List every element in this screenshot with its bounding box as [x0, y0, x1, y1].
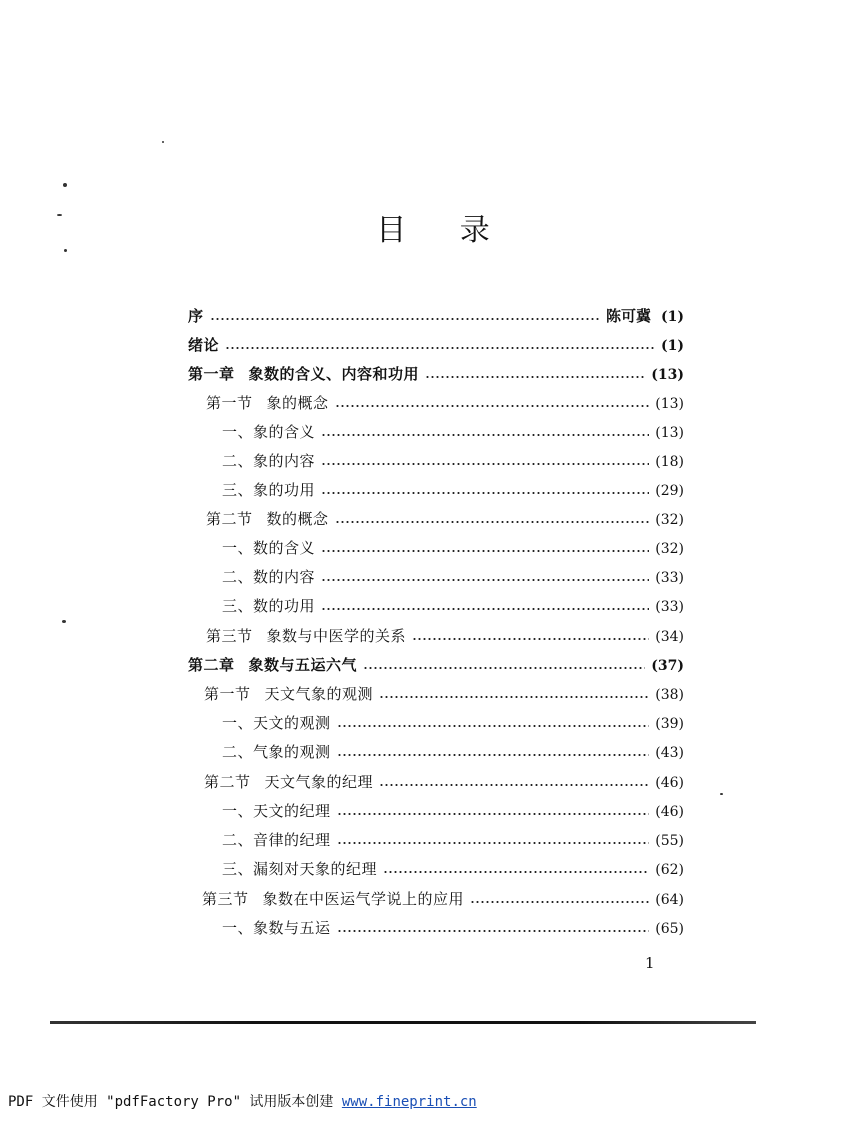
toc-entry[interactable] [188, 448, 684, 474]
footer-text: PDF 文件使用 "pdfFactory Pro" 试用版本创建 [8, 1094, 334, 1110]
toc-entry-label: 第二章 [188, 656, 235, 674]
toc-entry-label: 第三节 [202, 890, 249, 908]
toc-entry-page: (32) [655, 541, 684, 557]
toc-entry-page: (62) [655, 862, 684, 878]
toc-entry-label: 三、象的功用 [222, 481, 316, 499]
toc-entry[interactable] [188, 623, 684, 649]
toc-entry-label: 第二节 [204, 773, 251, 791]
toc-entry-label: 二、音律的纪理 [222, 831, 331, 849]
toc-entry[interactable] [188, 477, 684, 503]
dot-leader [225, 347, 655, 349]
toc-entry[interactable] [188, 419, 684, 445]
dot-leader [321, 550, 649, 552]
dot-leader [337, 842, 650, 844]
dot-leader [210, 318, 600, 320]
toc-entry[interactable] [188, 361, 684, 387]
dot-leader [470, 901, 649, 903]
toc-entry-label: 三、漏刻对天象的纪理 [222, 860, 378, 878]
toc-entry-label: 绪论 [188, 336, 220, 354]
toc-entry-label: 第二节 [206, 510, 253, 528]
toc-entry-heading: 象数与中医学的关系 [266, 627, 407, 645]
toc-entry-label: 第一节 [204, 685, 251, 703]
toc-entry-title [206, 390, 329, 416]
dot-leader [337, 725, 650, 727]
toc-entry-page: (43) [655, 745, 684, 761]
scan-speck [63, 183, 67, 187]
toc-entry-title [204, 769, 373, 795]
toc-entry-title [222, 710, 331, 736]
scan-speck [162, 141, 164, 143]
toc-entry-title [206, 506, 329, 532]
toc-entry-title [222, 419, 315, 445]
toc-entry-heading: 象数在中医运气学说上的应用 [262, 890, 465, 908]
dot-leader [425, 376, 645, 378]
toc-entry[interactable] [188, 681, 684, 707]
toc-entry[interactable] [188, 769, 684, 795]
toc-entry-label: 三、数的功用 [222, 597, 316, 615]
toc-entry-title [206, 623, 406, 649]
toc-entry-title [222, 827, 331, 853]
dot-leader [321, 434, 649, 436]
toc-entry-page: (33) [655, 599, 684, 615]
toc-entry[interactable] [188, 303, 684, 329]
toc-entry[interactable] [188, 739, 684, 765]
toc-entry[interactable] [188, 332, 684, 358]
toc-entry[interactable] [188, 827, 684, 853]
toc-entry[interactable] [188, 506, 684, 532]
dot-leader [337, 930, 650, 932]
toc-entry-title [188, 332, 219, 358]
toc-entry-page: (18) [655, 454, 684, 470]
toc-entry-page: (34) [655, 629, 684, 645]
toc-entry-page: (32) [655, 512, 684, 528]
dot-leader [383, 871, 649, 873]
toc-entry-label: 一、象数与五运 [222, 919, 331, 937]
toc-entry[interactable] [188, 652, 684, 678]
toc-entry-label: 第三节 [206, 627, 253, 645]
toc-entry-title [188, 361, 419, 387]
toc-entry-page: (39) [655, 716, 684, 732]
toc-entry-heading: 天文气象的观测 [264, 685, 374, 703]
dot-leader [379, 784, 649, 786]
dot-leader [337, 813, 650, 815]
scan-speck [57, 214, 62, 216]
toc-entry-title [204, 681, 373, 707]
footer-link[interactable]: www.fineprint.cn [341, 1094, 477, 1110]
toc-entry-title [222, 915, 331, 941]
toc-entry-page: (55) [655, 833, 684, 849]
toc-entry[interactable] [188, 915, 684, 941]
dot-leader [335, 405, 650, 407]
dot-leader [321, 492, 649, 494]
toc-entry-page: (64) [655, 892, 684, 908]
toc-entry-page: (37) [651, 658, 684, 674]
toc-entry[interactable] [188, 710, 684, 736]
toc-entry[interactable] [188, 564, 684, 590]
toc-entry-title [222, 739, 331, 765]
dot-leader [321, 608, 649, 610]
bottom-rule [50, 1021, 756, 1024]
toc-entry[interactable] [188, 856, 684, 882]
toc-entry-page: (46) [655, 775, 684, 791]
toc-entry-label: 一、象的含义 [222, 423, 316, 441]
toc-entry-label: 二、数的内容 [222, 568, 316, 586]
toc-entry-page: (1) [661, 309, 684, 325]
dot-leader [321, 463, 649, 465]
page-number: 1 [645, 954, 655, 972]
toc-entry-page: (13) [651, 367, 684, 383]
toc-entry-label: 二、气象的观测 [222, 743, 331, 761]
dot-leader [321, 579, 649, 581]
toc-entry-label: 第一章 [188, 365, 235, 383]
toc-entry[interactable] [188, 390, 684, 416]
toc-entry-author: 陈可冀 [605, 307, 651, 325]
toc-entry[interactable] [188, 886, 684, 912]
toc-entry-title [222, 593, 315, 619]
dot-leader [335, 521, 650, 523]
toc-entry-title [222, 448, 315, 474]
scan-speck [720, 793, 723, 795]
toc-entry-title [222, 798, 331, 824]
toc-entry-heading: 数的概念 [266, 510, 329, 528]
toc-entry-page: (65) [655, 921, 684, 937]
dot-leader [363, 667, 645, 669]
dot-leader [337, 754, 650, 756]
toc-entry-label: 一、天文的观测 [222, 714, 331, 732]
toc-entry-title [202, 886, 464, 912]
toc-entry-heading: 天文气象的纪理 [264, 773, 374, 791]
footer [8, 1091, 477, 1111]
toc-entry-label: 二、象的内容 [222, 452, 316, 470]
scan-speck [64, 249, 67, 252]
toc-entry-heading: 象数与五运六气 [248, 656, 358, 674]
toc-entry[interactable] [188, 535, 684, 561]
toc-entry-title [188, 303, 204, 329]
page-title: 目 录 [376, 213, 512, 248]
toc-entry-label: 第一节 [206, 394, 253, 412]
toc-entry-page: (38) [655, 687, 684, 703]
toc-entry-label: 序 [188, 307, 204, 325]
scan-speck [62, 620, 66, 623]
toc-entry-heading: 象数的含义、内容和功用 [248, 365, 420, 383]
toc-entry-page: (46) [655, 804, 684, 820]
toc-entry[interactable] [188, 593, 684, 619]
toc-entry-title [188, 652, 357, 678]
toc-entry-page: (29) [655, 483, 684, 499]
toc-entry-title [222, 535, 315, 561]
toc-entry[interactable] [188, 798, 684, 824]
dot-leader [379, 696, 649, 698]
toc-entry-label: 一、数的含义 [222, 539, 316, 557]
dot-leader [412, 638, 649, 640]
toc-entry-title [222, 856, 377, 882]
toc-entry-heading: 象的概念 [266, 394, 329, 412]
toc-entry-page: (13) [655, 396, 684, 412]
toc-entry-page: (1) [661, 338, 684, 354]
toc-entry-page: (33) [655, 570, 684, 586]
toc-entry-title [222, 564, 315, 590]
toc-entry-title [222, 477, 315, 503]
toc-entry-page: (13) [655, 425, 684, 441]
toc-entry-label: 一、天文的纪理 [222, 802, 331, 820]
